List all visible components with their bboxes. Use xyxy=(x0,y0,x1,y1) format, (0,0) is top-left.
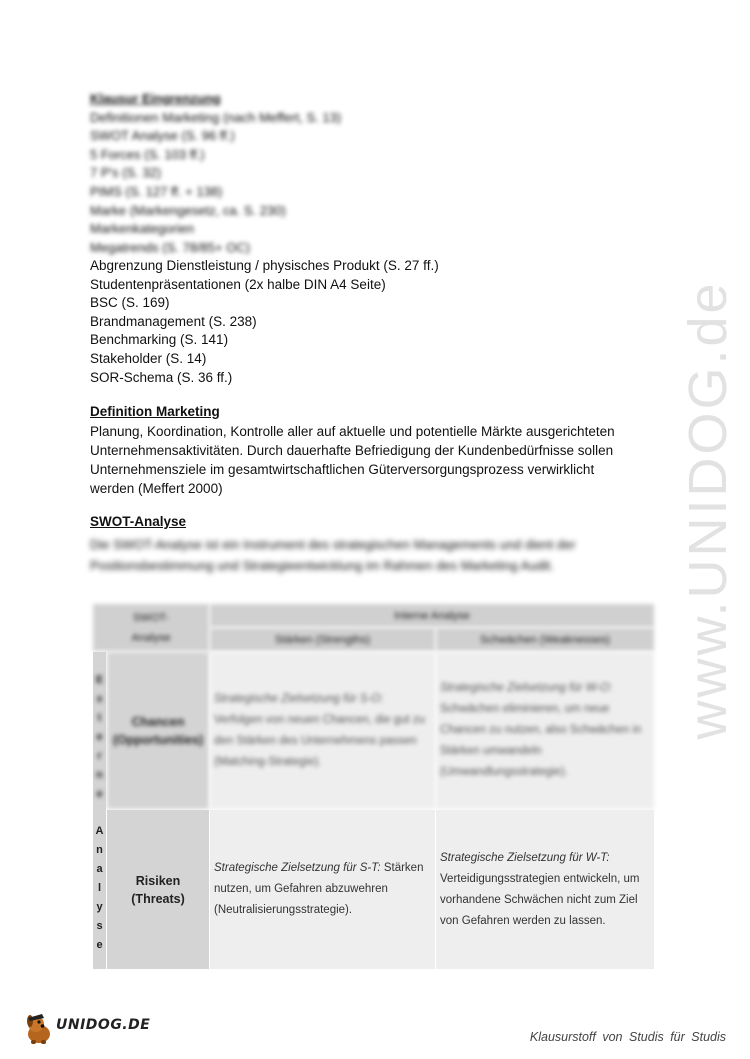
topic-line: 7 P's (S. 32) xyxy=(90,165,162,181)
watermark-text: www.UNIDOG.de xyxy=(678,280,738,740)
topic-line: Stakeholder (S. 14) xyxy=(90,350,207,366)
threats-header xyxy=(107,810,210,970)
topic-line: PIMS (S. 127 ff. + 138) xyxy=(90,183,223,199)
klausur-eingrenzung-block xyxy=(90,90,650,257)
opportunities-header xyxy=(107,652,210,810)
so-text: Verfolgen von neuen Chancen, die gut zu den Stärken des Unternehmens passen (Matching-Strategie). xyxy=(214,713,426,768)
swot-intro-line: Positionsbestimmung und Strategieentwicklung im Rahmen des Marketing Audit. xyxy=(90,558,554,573)
wo-text: Schwächen eliminieren, um neue Chancen zu nutzen, also Schwächen in Stärken umwandeln (Umwandlungsstrategie). xyxy=(440,703,642,778)
letter: a xyxy=(96,862,103,875)
topic-line: Brandmanagement (S. 238) xyxy=(90,313,257,329)
letter: n xyxy=(96,768,103,781)
letter: e xyxy=(96,787,103,800)
strengths-header: Stärken (Strengths) xyxy=(210,628,436,652)
threats-label: Risiken xyxy=(135,873,181,888)
weaknesses-header: Schwächen (Weaknesses) xyxy=(436,628,655,652)
letter: y xyxy=(96,900,103,913)
unidog-logo xyxy=(22,1012,162,1046)
letter: l xyxy=(97,881,102,894)
topic-line: BSC (S. 169) xyxy=(90,295,170,311)
topic-line: 5 Forces (S. 103 ff.) xyxy=(90,146,205,162)
letter: s xyxy=(96,919,103,932)
wt-lead: Strategische Zielsetzung für W-T: xyxy=(440,851,610,864)
definition-body xyxy=(90,422,650,498)
topic-line: SWOT Analyse (S. 96 ff.) xyxy=(90,128,235,144)
swot-intro-line: Die SWOT-Analyse ist ein Instrument des strategischen Managements und dient der xyxy=(90,537,576,552)
topic-line: SOR-Schema (S. 36 ff.) xyxy=(90,369,233,385)
wo-strategy-cell xyxy=(436,652,655,810)
swot-title: SWOT-Analyse xyxy=(90,514,187,529)
dog-mascot-icon xyxy=(22,1012,56,1046)
topic-list xyxy=(90,257,650,387)
letter: n xyxy=(96,843,103,856)
so-lead: Strategische Zielsetzung für S-O: xyxy=(214,692,384,705)
definition-title: Definition Marketing xyxy=(90,404,220,419)
swot-corner-header xyxy=(93,604,210,652)
letter: e xyxy=(96,730,103,743)
letter: A xyxy=(95,824,104,837)
external-lower-letters xyxy=(93,822,106,955)
letter: e xyxy=(96,938,103,951)
threats-sublabel: (Threats) xyxy=(131,891,185,906)
definition-line: Unternehmensaktivitäten. Durch dauerhafte Befriedigung der Kundenbedürfnisse sollen xyxy=(90,443,614,458)
swot-intro xyxy=(90,534,650,576)
wt-text: Verteidigungsstrategien entwickeln, um vorhandene Schwächen nicht zum Ziel von Gefahren werden zu lassen. xyxy=(440,872,640,927)
topic-line: Marke (Markengesetz, ca. S. 230) xyxy=(90,202,286,218)
letter: r xyxy=(97,749,102,762)
letter: t xyxy=(97,711,102,724)
definition-line: Planung, Koordination, Kontrolle aller auf aktuelle und potentielle Märkte ausgerichteten xyxy=(90,424,615,439)
topic-line: Studentenpräsentationen (2x halbe DIN A4 Seite) xyxy=(90,276,386,292)
swot-table xyxy=(92,603,655,970)
st-strategy-cell xyxy=(210,810,436,970)
st-lead: Strategische Zielsetzung für S-T: xyxy=(214,862,381,874)
external-upper-letters xyxy=(93,667,106,804)
external-analysis-header xyxy=(93,652,107,970)
footer-tagline: Klausurstoff von Studis für Studis xyxy=(529,1030,726,1044)
topic-line: Markenkategorien xyxy=(90,221,195,237)
so-strategy-cell xyxy=(210,652,436,810)
opportunities-sublabel: (Opportunities) xyxy=(112,732,204,747)
definition-line: Unternehmensziele im gesamtwirtschaftlichen Güterversorgungsprozess verwirklicht xyxy=(90,462,595,477)
topic-line: Benchmarking (S. 141) xyxy=(90,332,229,348)
topic-line: Definitionen Marketing (nach Meffert, S. 13) xyxy=(90,109,342,125)
topic-line: Megatrends (S. 78/85+ OC) xyxy=(90,239,251,255)
klausur-heading: Klausur Eingrenzung xyxy=(90,91,221,106)
topic-line: Abgrenzung Dienstleistung / physisches Produkt (S. 27 ff.) xyxy=(90,258,439,273)
corner-line: SWOT- xyxy=(132,611,170,624)
logo-text: UNIDOG.DE xyxy=(56,1017,151,1033)
definition-line: werden (Meffert 2000) xyxy=(90,481,223,496)
opportunities-label: Chancen xyxy=(131,714,185,729)
internal-analysis-header: Interne Analyse xyxy=(210,604,655,628)
corner-line: Analyse xyxy=(131,631,171,644)
letter: x xyxy=(96,692,103,705)
wo-lead: Strategische Zielsetzung für W-O: xyxy=(440,682,613,694)
st-text: Stärken nutzen, um Gefahren abzuwehren (Neutralisierungsstrategie). xyxy=(214,862,424,916)
wt-strategy-cell xyxy=(436,810,655,970)
letter: E xyxy=(95,673,104,686)
